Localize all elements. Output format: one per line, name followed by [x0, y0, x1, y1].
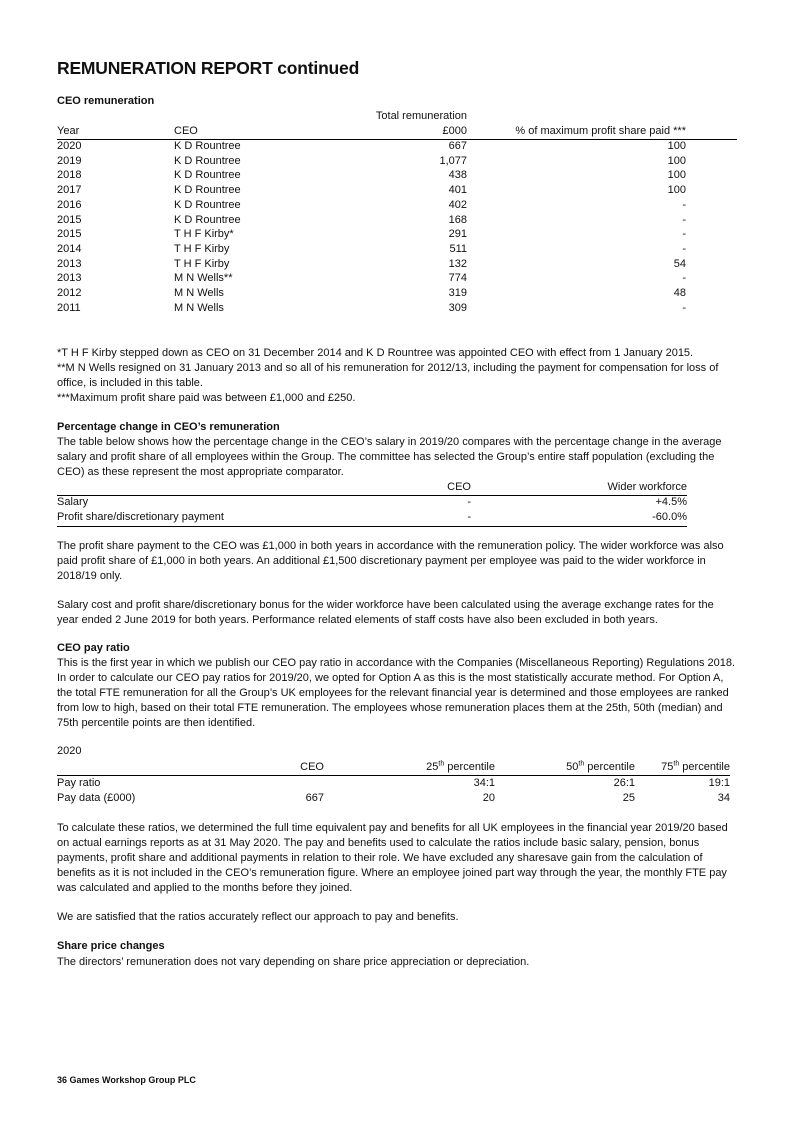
share-price-heading: Share price changes [57, 940, 165, 952]
row-label: Pay data (£000) [57, 792, 136, 804]
row-year: 2015 [57, 228, 82, 241]
row-year: 2011 [57, 301, 81, 314]
row-p25: 34:1 [473, 777, 495, 789]
row-total: 291 [448, 228, 467, 241]
table-row [57, 213, 737, 228]
row-year: 2014 [57, 242, 82, 255]
col-p25: 25th percentile [426, 760, 495, 773]
row-year: 2012 [57, 287, 82, 299]
col-p50: 50th percentile [566, 760, 635, 773]
row-p25: 20 [482, 792, 495, 804]
share-price-text [57, 955, 737, 970]
col-ceo: CEO [174, 125, 198, 137]
table-row [57, 791, 737, 806]
row-ceo: 667 [305, 792, 324, 804]
pct-change-intro [57, 435, 737, 480]
row-pct: - [682, 242, 686, 255]
row-year: 2017 [57, 184, 82, 197]
row-ceo: M N Wells [174, 287, 224, 299]
row-total: 132 [448, 257, 467, 270]
table-row [57, 183, 737, 198]
row-total: 438 [448, 169, 467, 182]
footnote-1: *T H F Kirby stepped down as CEO on 31 December 2014 and K D Rountree was appointed CEO with effect from 1 January 2015. [57, 347, 694, 359]
row-ceo: K D Rountree [174, 184, 241, 197]
row-year: 2013 [57, 257, 82, 270]
row-total: 1,077 [439, 154, 467, 167]
pct-table-header [57, 480, 737, 495]
col-wider: Wider workforce [607, 481, 687, 493]
row-pct: - [682, 272, 686, 285]
row-ceo: T H F Kirby [174, 242, 230, 255]
row-total: 309 [448, 301, 467, 314]
row-label: Salary [57, 496, 89, 508]
row-p50: 25 [622, 792, 635, 804]
pct-change-intro-text: The table below shows how the percentage change in the CEO’s salary in 2019/20 compares with the percentage change in the average salary and profit share of all employees within the Group. The committee has selected the Group’s entire staff population (excluding the CEO) as these represent the most appropriate comparator. [57, 436, 722, 478]
row-ceo: - [467, 496, 471, 508]
table-row [57, 257, 737, 272]
pay-ratio-heading: CEO pay ratio [57, 642, 130, 654]
row-total: 511 [449, 242, 467, 255]
row-ceo: K D Rountree [174, 213, 241, 226]
row-total: 319 [448, 287, 467, 299]
table-row [57, 495, 737, 510]
col-ceo: CEO [447, 481, 471, 493]
table-row [57, 510, 737, 525]
row-pct: 100 [667, 154, 686, 167]
row-year: 2019 [57, 154, 82, 167]
table-row [57, 242, 737, 257]
footnotes [57, 346, 737, 406]
table-row [57, 301, 737, 316]
row-year: 2013 [57, 272, 82, 285]
page-title: REMUNERATION REPORT continued [57, 58, 360, 78]
paragraph: Salary cost and profit share/discretionary bonus for the wider workforce have been calculated using the average exchange rates for the year ended 2 June 2019 for both years. Performance related elements of staff costs have also been excluded in both years. [57, 599, 714, 626]
col-ceo: CEO [300, 761, 324, 773]
row-total: 168 [448, 213, 467, 226]
row-ceo: M N Wells [174, 301, 224, 314]
row-pct: 54 [673, 257, 686, 270]
table-row [57, 168, 737, 183]
row-ceo: K D Rountree [174, 140, 241, 152]
row-ceo: K D Rountree [174, 169, 241, 182]
pay-ratio-year: 2020 [57, 745, 82, 757]
table-row [57, 154, 737, 169]
paragraph: The directors’ remuneration does not vary depending on share price appreciation or depreciation. [57, 956, 530, 968]
col-pct: % of maximum profit share paid *** [515, 125, 686, 137]
row-total: 774 [448, 272, 467, 285]
table-row [57, 776, 737, 791]
row-year: 2015 [57, 213, 82, 226]
page-footer: 36 Games Workshop Group PLC [57, 1075, 196, 1085]
table-row [57, 286, 737, 301]
paragraph: This is the first year in which we publish our CEO pay ratio in accordance with the Companies (Miscellaneous Reporting) Regulations 2018. In order to calculate our CEO pay ratios for 2019/20, we opted for Option A as this is the most statistically accurate method. For Option A, the total FTE remuneration for all the Group’s UK employees for the relevant financial year is determined and those employees are ranked from low to high, based on their total FTE remuneration. The employees whose remuneration places them at the 25th, 50th (median) and 75th percentile points are then identified. [57, 657, 736, 729]
pay-ratio-para-1 [57, 821, 737, 896]
row-pct: 100 [667, 169, 686, 182]
paragraph: We are satisfied that the ratios accurately reflect our approach to pay and benefits. [57, 911, 459, 923]
table-header-row [57, 124, 737, 139]
pct-change-para-2 [57, 598, 737, 628]
row-total: 402 [448, 198, 467, 211]
row-ceo: K D Rountree [174, 154, 241, 167]
row-pct: - [682, 198, 686, 211]
row-year: 2016 [57, 198, 82, 211]
pay-ratio-intro [57, 656, 737, 731]
row-ceo: T H F Kirby* [174, 228, 234, 241]
col-p75: 75th percentile [661, 760, 730, 773]
row-pct: 100 [667, 184, 686, 197]
paragraph: The profit share payment to the CEO was £1,000 in both years in accordance with the remuneration policy. The wider workforce was also paid profit share of £1,000 in both years. An additional £1,500 discretionary payment per employee was paid to the wider workforce in 2018/19 only. [57, 540, 724, 582]
ceo-remuneration-heading: CEO remuneration [57, 95, 155, 107]
table-row [57, 139, 737, 154]
row-pct: - [682, 213, 686, 226]
row-ceo: K D Rountree [174, 198, 241, 211]
row-ceo: M N Wells** [174, 272, 233, 285]
table-row [57, 271, 737, 286]
pay-ratio-header [57, 760, 737, 775]
divider [57, 526, 687, 527]
col-total: £000 [442, 125, 467, 137]
table-row [57, 227, 737, 242]
footnote-3: ***Maximum profit share paid was between £1,000 and £250. [57, 392, 356, 404]
paragraph: To calculate these ratios, we determined the full time equivalent pay and benefits for all UK employees in the financial year 2019/20 based on actual earnings reports as at 31 May 2020. The pay and benefits used to calculate the ratios include basic salary, pension, bonus payments, profit share and additional payments in relation to their role. We have excluded any sharesave gain from the calculation of benefits as it is not included in the CEO’s remuneration figure. Where an employee joined part way through the year, the monthly FTE pay was calculated and applied to the months before they joined. [57, 822, 728, 894]
row-total: 401 [448, 184, 467, 197]
table-row [57, 198, 737, 213]
row-total: 667 [448, 140, 467, 152]
col-year: Year [57, 125, 80, 137]
row-pct: - [682, 228, 686, 241]
row-label: Pay ratio [57, 777, 101, 789]
row-pct: 48 [673, 287, 686, 299]
footnote-2: **M N Wells resigned on 31 January 2013 and so all of his remuneration for 2012/13, including the payment for compensation for loss of office, is included in this table. [57, 362, 719, 389]
row-p50: 26:1 [613, 777, 635, 789]
row-wider: -60.0% [652, 511, 687, 523]
pay-ratio-para-2 [57, 910, 737, 925]
row-pct: 100 [667, 140, 686, 152]
row-pct: - [682, 301, 686, 314]
row-ceo: T H F Kirby [174, 257, 230, 270]
row-wider: +4.5% [655, 496, 687, 508]
pct-change-heading: Percentage change in CEO’s remuneration [57, 421, 280, 433]
row-p75: 19:1 [708, 777, 730, 789]
header-total-remuneration: Total remuneration [375, 110, 467, 122]
row-year: 2018 [57, 169, 82, 182]
pct-change-para-1 [57, 539, 737, 584]
row-year: 2020 [57, 140, 82, 152]
row-p75: 34 [717, 792, 730, 804]
row-ceo: - [467, 511, 471, 523]
row-label: Profit share/discretionary payment [57, 511, 224, 523]
